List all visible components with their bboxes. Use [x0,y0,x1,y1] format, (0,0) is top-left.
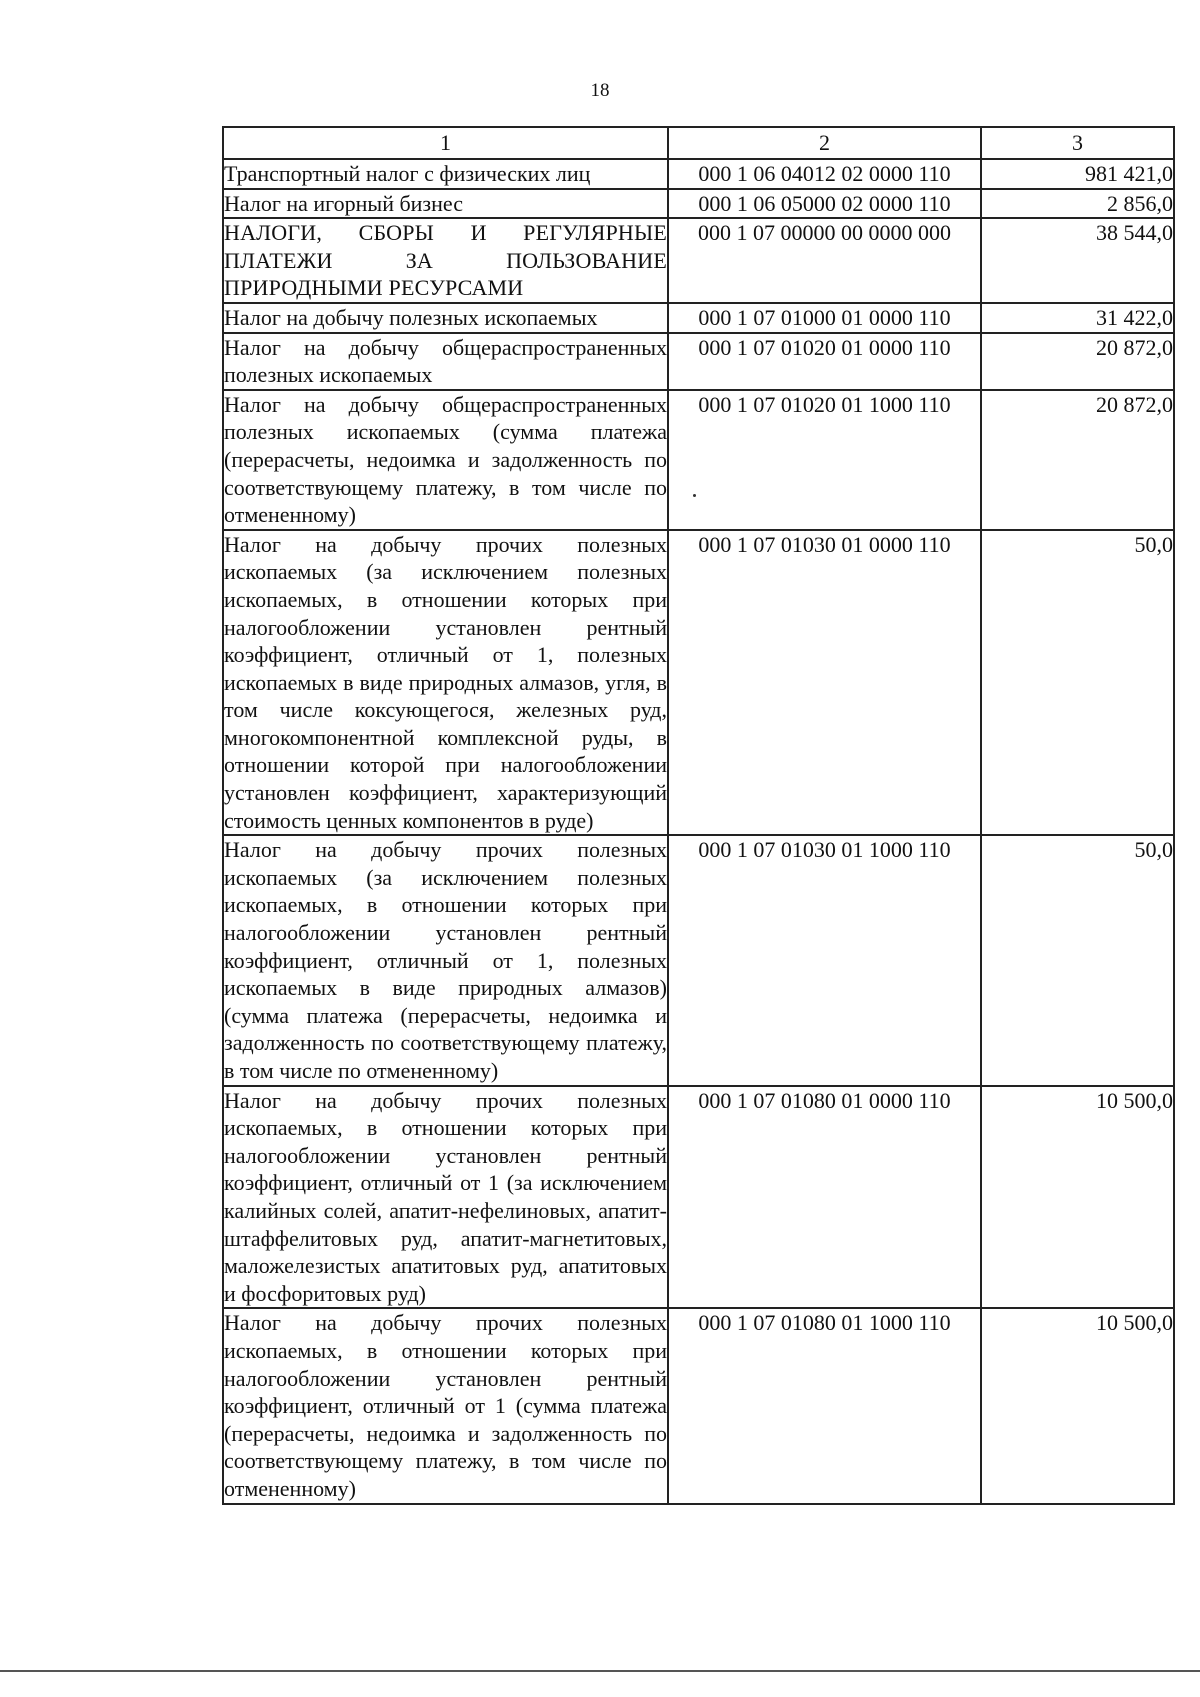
column-header-code: 2 [668,127,981,159]
row-code: 000 1 06 04012 02 0000 110 [668,159,981,189]
row-code: 000 1 07 01030 01 1000 110 [668,835,981,1085]
row-code: 000 1 06 05000 02 0000 110 [668,189,981,219]
row-amount: 31 422,0 [981,303,1174,333]
table-row [223,1086,1174,1309]
table-row [223,835,1174,1085]
column-header-amount: 3 [981,127,1174,159]
table-row [223,333,1174,390]
row-amount: 2 856,0 [981,189,1174,219]
row-amount: 981 421,0 [981,159,1174,189]
row-name: Налог на добычу полезных ископаемых [223,303,668,333]
row-code: 000 1 07 01080 01 0000 110 [668,1086,981,1309]
row-amount: 10 500,0 [981,1086,1174,1309]
table-row [223,218,1174,303]
row-name: Налог на добычу прочих полезных ископаемых, в отношении которых при налогообложении установлен рентный коэффициент, отличный от 1 (сумма платежа (перерасчеты, недоимка и задолженность по соответствующему платежу, в том числе по отмененному) [223,1308,668,1503]
row-name: Налог на добычу прочих полезных ископаемых (за исключением полезных ископаемых, в отношении которых при налогообложении установлен рентный коэффициент, отличный от 1, полезных ископаемых в виде природных алмазов) (сумма платежа (перерасчеты, недоимка и задолженность по соответствующему платежу, в том числе по отмененному) [223,835,668,1085]
column-header-name: 1 [223,127,668,159]
revenue-table [222,126,1175,1505]
row-name: Налог на игорный бизнес [223,189,668,219]
row-code: 000 1 07 01000 01 0000 110 [668,303,981,333]
row-code: 000 1 07 00000 00 0000 000 [668,218,981,303]
row-name: Транспортный налог с физических лиц [223,159,668,189]
row-code: 000 1 07 01020 01 1000 110 [668,390,981,530]
table-row [223,159,1174,189]
row-name: Налог на добычу прочих полезных ископаемых, в отношении которых при налогообложении установлен рентный коэффициент, отличный от 1 (за исключением калийных солей, апатит-нефелиновых, апатит-штаффелитовых руд, апатит-магнетитовых, маложелезистых апатитовых руд, апатитовых и фосфоритовых руд) [223,1086,668,1309]
row-amount: 20 872,0 [981,333,1174,390]
row-amount: 38 544,0 [981,218,1174,303]
table-row [223,530,1174,836]
row-amount: 50,0 [981,530,1174,836]
row-name: Налог на добычу прочих полезных ископаемых (за исключением полезных ископаемых, в отношении которых при налогообложении установлен рентный коэффициент, отличный от 1, полезных ископаемых в виде природных алмазов, угля, в том числе коксующегося, железных руд, многокомпонентной комплексной руды, в отношении которой при налогообложении установлен коэффициент, характеризующий стоимость ценных компонентов в руде) [223,530,668,836]
row-amount: 20 872,0 [981,390,1174,530]
row-code: 000 1 07 01030 01 0000 110 [668,530,981,836]
row-amount: 10 500,0 [981,1308,1174,1503]
row-code: 000 1 07 01020 01 0000 110 [668,333,981,390]
row-name: НАЛОГИ, СБОРЫ И РЕГУЛЯРНЫЕ ПЛАТЕЖИ ЗА ПОЛЬЗОВАНИЕ ПРИРОДНЫМИ РЕСУРСАМИ [223,218,668,303]
page-number: 18 [590,80,610,101]
table-row [223,189,1174,219]
row-name: Налог на добычу общераспространенных полезных ископаемых [223,333,668,390]
page-bottom-rule [0,1670,1200,1672]
row-amount: 50,0 [981,835,1174,1085]
row-name: Налог на добычу общераспространенных полезных ископаемых (сумма платежа (перерасчеты, недоимка и задолженность по соответствующему платежу, в том числе по отмененному) [223,390,668,530]
table-row [223,390,1174,530]
table-row [223,303,1174,333]
row-code: 000 1 07 01080 01 1000 110 [668,1308,981,1503]
table-row [223,1308,1174,1503]
scan-speck [693,494,696,497]
table-header-row [223,127,1174,159]
